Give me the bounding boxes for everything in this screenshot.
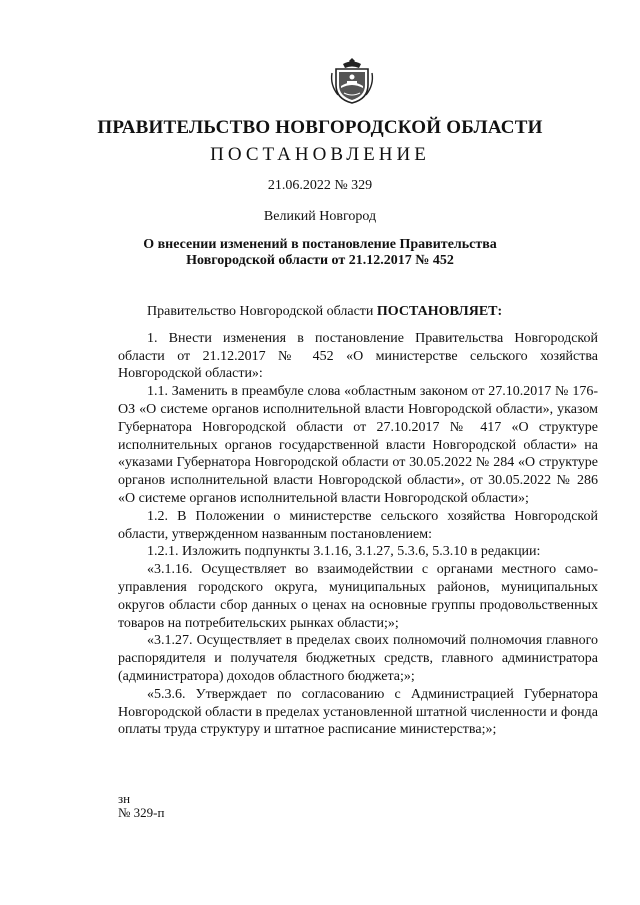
coat-of-arms-icon [329,55,375,105]
footer-registration [118,792,164,820]
paragraph: «3.1.16. Осуществляет во взаимодействии с органами местного само-управления городского округа, муниципальных районов, муниципальных округов области сбор данных о ценах на основные группы продовольственных товаров на потребительских рынках области;»; [118,562,598,631]
document-number: № 329-п [118,805,165,820]
paragraph: 1. Внести изменения в постановление Правительства Новгородской области от 21.12.2017 № 452 «О министерстве сельского хозяйства Новгородской области»: [118,330,598,382]
intro-text: Правительство Новгородской области [147,304,377,319]
paragraph: 1.2.1. Изложить подпункты 3.1.16, 3.1.27, 5.3.6, 5.3.10 в редакции: [147,544,541,560]
subject-line: Новгородской области от 21.12.2017 № 452 [186,253,454,268]
executor-initials: зн [118,791,131,806]
paragraph: 1.2. В Положении о министерстве сельского хозяйства Новгородской области, утвержденном названным постановлением: [118,508,598,542]
city: Великий Новгород [263,209,377,224]
document-body [118,303,598,739]
government-title: ПРАВИТЕЛЬСТВО НОВГОРОДСКОЙ ОБЛАСТИ [97,117,543,138]
subject-line: О внесении изменений в постановление Правительства [143,237,497,252]
paragraph: 1.1. Заменить в преамбуле слова «областным законом от 27.10.2017 № 176-ОЗ «О системе органов исполнительной власти Новгородской области», указом Губернатора Новгородской области от 27.10.2017 № 417 «О структуре исполнительных органов государственной власти Новгородской области» на «указами Губернатора Новгородской области от 30.05.2022 № 284 «О структуре органов исполнительной власти Новгородской области», от 30.05.2022 № 286 «О системе органов исполнительной власти Новгородской области»; [118,384,598,506]
resolution-intro [118,303,598,321]
date-and-number: 21.06.2022 № 329 [267,178,373,193]
paragraph: «3.1.27. Осуществляет в пределах своих полномочий полномочия главного распорядителя и получателя бюджетных средств, главного администратора (администратора) доходов областного бюджета;»; [118,633,598,684]
intro-decree-word: ПОСТАНОВЛЯЕТ: [376,304,503,319]
document-type: ПОСТАНОВЛЕНИЕ [210,144,430,165]
paragraph: «5.3.6. Утверждает по согласованию с Администрацией Губернатора Новгородской области в пределах установленной штатной численности и фонда оплаты труда структуру и штатное расписание министерства;»; [118,686,598,738]
document-subject [0,237,640,269]
